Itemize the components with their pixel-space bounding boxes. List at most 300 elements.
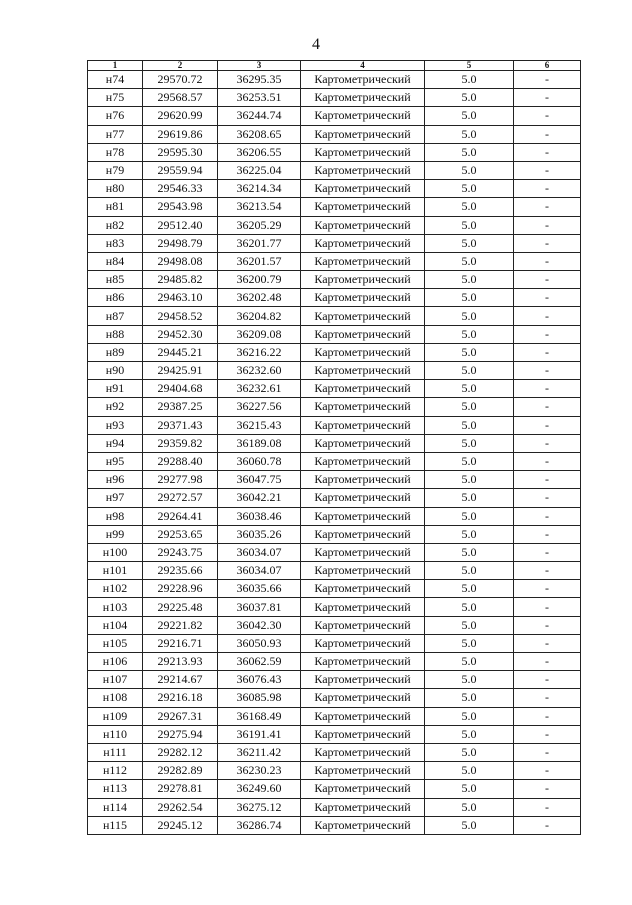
x-coordinate-cell: 29546.33 <box>143 180 218 198</box>
point-id-cell: н95 <box>88 452 143 470</box>
accuracy-cell: 5.0 <box>425 125 514 143</box>
point-id-cell: н112 <box>88 762 143 780</box>
point-id-cell: н103 <box>88 598 143 616</box>
point-id-cell: н89 <box>88 343 143 361</box>
point-id-cell: н114 <box>88 798 143 816</box>
x-coordinate-cell: 29243.75 <box>143 543 218 561</box>
accuracy-cell: 5.0 <box>425 798 514 816</box>
y-coordinate-cell: 36211.42 <box>218 743 301 761</box>
note-cell: - <box>514 325 581 343</box>
y-coordinate-cell: 36230.23 <box>218 762 301 780</box>
x-coordinate-cell: 29221.82 <box>143 616 218 634</box>
page-number: 4 <box>312 36 320 53</box>
y-coordinate-cell: 36085.98 <box>218 689 301 707</box>
x-coordinate-cell: 29595.30 <box>143 143 218 161</box>
accuracy-cell: 5.0 <box>425 434 514 452</box>
column-header: 2 <box>143 61 218 71</box>
y-coordinate-cell: 36034.07 <box>218 562 301 580</box>
x-coordinate-cell: 29253.65 <box>143 525 218 543</box>
y-coordinate-cell: 36038.46 <box>218 507 301 525</box>
table-header-row <box>88 61 581 71</box>
y-coordinate-cell: 36042.21 <box>218 489 301 507</box>
note-cell: - <box>514 798 581 816</box>
method-cell: Картометрический <box>301 743 425 761</box>
table-row <box>88 143 581 161</box>
note-cell: - <box>514 271 581 289</box>
x-coordinate-cell: 29371.43 <box>143 416 218 434</box>
y-coordinate-cell: 36213.54 <box>218 198 301 216</box>
y-coordinate-cell: 36037.81 <box>218 598 301 616</box>
table-row <box>88 271 581 289</box>
x-coordinate-cell: 29498.08 <box>143 252 218 270</box>
table-row <box>88 671 581 689</box>
table-row <box>88 161 581 179</box>
x-coordinate-cell: 29267.31 <box>143 707 218 725</box>
table-row <box>88 216 581 234</box>
note-cell: - <box>514 289 581 307</box>
point-id-cell: н92 <box>88 398 143 416</box>
method-cell: Картометрический <box>301 289 425 307</box>
note-cell: - <box>514 161 581 179</box>
method-cell: Картометрический <box>301 562 425 580</box>
method-cell: Картометрический <box>301 343 425 361</box>
method-cell: Картометрический <box>301 798 425 816</box>
note-cell: - <box>514 380 581 398</box>
x-coordinate-cell: 29282.89 <box>143 762 218 780</box>
method-cell: Картометрический <box>301 525 425 543</box>
y-coordinate-cell: 36275.12 <box>218 798 301 816</box>
y-coordinate-cell: 36286.74 <box>218 816 301 834</box>
method-cell: Картометрический <box>301 543 425 561</box>
table-row <box>88 743 581 761</box>
accuracy-cell: 5.0 <box>425 543 514 561</box>
table-row <box>88 471 581 489</box>
y-coordinate-cell: 36076.43 <box>218 671 301 689</box>
x-coordinate-cell: 29275.94 <box>143 725 218 743</box>
note-cell: - <box>514 307 581 325</box>
method-cell: Картометрический <box>301 216 425 234</box>
point-id-cell: н87 <box>88 307 143 325</box>
point-id-cell: н75 <box>88 89 143 107</box>
method-cell: Картометрический <box>301 398 425 416</box>
y-coordinate-cell: 36201.57 <box>218 252 301 270</box>
table-row <box>88 452 581 470</box>
table-row <box>88 289 581 307</box>
point-id-cell: н74 <box>88 71 143 89</box>
method-cell: Картометрический <box>301 71 425 89</box>
x-coordinate-cell: 29463.10 <box>143 289 218 307</box>
table-row <box>88 89 581 107</box>
x-coordinate-cell: 29568.57 <box>143 89 218 107</box>
method-cell: Картометрический <box>301 380 425 398</box>
method-cell: Картометрический <box>301 598 425 616</box>
method-cell: Картометрический <box>301 707 425 725</box>
accuracy-cell: 5.0 <box>425 707 514 725</box>
y-coordinate-cell: 36295.35 <box>218 71 301 89</box>
note-cell: - <box>514 71 581 89</box>
note-cell: - <box>514 489 581 507</box>
y-coordinate-cell: 36200.79 <box>218 271 301 289</box>
y-coordinate-cell: 36215.43 <box>218 416 301 434</box>
note-cell: - <box>514 252 581 270</box>
table-row <box>88 725 581 743</box>
y-coordinate-cell: 36232.61 <box>218 380 301 398</box>
x-coordinate-cell: 29559.94 <box>143 161 218 179</box>
y-coordinate-cell: 36201.77 <box>218 234 301 252</box>
accuracy-cell: 5.0 <box>425 398 514 416</box>
note-cell: - <box>514 416 581 434</box>
table-row <box>88 398 581 416</box>
point-id-cell: н83 <box>88 234 143 252</box>
x-coordinate-cell: 29216.71 <box>143 634 218 652</box>
accuracy-cell: 5.0 <box>425 161 514 179</box>
note-cell: - <box>514 580 581 598</box>
point-id-cell: н105 <box>88 634 143 652</box>
accuracy-cell: 5.0 <box>425 71 514 89</box>
note-cell: - <box>514 507 581 525</box>
point-id-cell: н86 <box>88 289 143 307</box>
x-coordinate-cell: 29278.81 <box>143 780 218 798</box>
note-cell: - <box>514 180 581 198</box>
accuracy-cell: 5.0 <box>425 143 514 161</box>
point-id-cell: н84 <box>88 252 143 270</box>
table-row <box>88 416 581 434</box>
y-coordinate-cell: 36206.55 <box>218 143 301 161</box>
accuracy-cell: 5.0 <box>425 671 514 689</box>
y-coordinate-cell: 36168.49 <box>218 707 301 725</box>
y-coordinate-cell: 36253.51 <box>218 89 301 107</box>
method-cell: Картометрический <box>301 634 425 652</box>
accuracy-cell: 5.0 <box>425 471 514 489</box>
point-id-cell: н111 <box>88 743 143 761</box>
table-row <box>88 525 581 543</box>
x-coordinate-cell: 29619.86 <box>143 125 218 143</box>
point-id-cell: н110 <box>88 725 143 743</box>
point-id-cell: н109 <box>88 707 143 725</box>
point-id-cell: н101 <box>88 562 143 580</box>
note-cell: - <box>514 234 581 252</box>
note-cell: - <box>514 525 581 543</box>
y-coordinate-cell: 36205.29 <box>218 216 301 234</box>
accuracy-cell: 5.0 <box>425 271 514 289</box>
y-coordinate-cell: 36227.56 <box>218 398 301 416</box>
method-cell: Картометрический <box>301 452 425 470</box>
x-coordinate-cell: 29512.40 <box>143 216 218 234</box>
y-coordinate-cell: 36050.93 <box>218 634 301 652</box>
note-cell: - <box>514 434 581 452</box>
table-row <box>88 489 581 507</box>
table-row <box>88 616 581 634</box>
note-cell: - <box>514 216 581 234</box>
accuracy-cell: 5.0 <box>425 816 514 834</box>
point-id-cell: н113 <box>88 780 143 798</box>
y-coordinate-cell: 36202.48 <box>218 289 301 307</box>
column-header: 1 <box>88 61 143 71</box>
method-cell: Картометрический <box>301 198 425 216</box>
accuracy-cell: 5.0 <box>425 216 514 234</box>
method-cell: Картометрический <box>301 89 425 107</box>
method-cell: Картометрический <box>301 416 425 434</box>
accuracy-cell: 5.0 <box>425 325 514 343</box>
table-row <box>88 689 581 707</box>
accuracy-cell: 5.0 <box>425 616 514 634</box>
x-coordinate-cell: 29245.12 <box>143 816 218 834</box>
method-cell: Картометрический <box>301 325 425 343</box>
method-cell: Картометрический <box>301 252 425 270</box>
note-cell: - <box>514 198 581 216</box>
point-id-cell: н102 <box>88 580 143 598</box>
note-cell: - <box>514 653 581 671</box>
table-row <box>88 507 581 525</box>
note-cell: - <box>514 143 581 161</box>
accuracy-cell: 5.0 <box>425 525 514 543</box>
note-cell: - <box>514 634 581 652</box>
accuracy-cell: 5.0 <box>425 307 514 325</box>
table-row <box>88 107 581 125</box>
table-row <box>88 780 581 798</box>
x-coordinate-cell: 29228.96 <box>143 580 218 598</box>
note-cell: - <box>514 543 581 561</box>
point-id-cell: н90 <box>88 362 143 380</box>
method-cell: Картометрический <box>301 507 425 525</box>
table-row <box>88 198 581 216</box>
accuracy-cell: 5.0 <box>425 725 514 743</box>
note-cell: - <box>514 125 581 143</box>
method-cell: Картометрический <box>301 107 425 125</box>
y-coordinate-cell: 36204.82 <box>218 307 301 325</box>
x-coordinate-cell: 29277.98 <box>143 471 218 489</box>
accuracy-cell: 5.0 <box>425 416 514 434</box>
accuracy-cell: 5.0 <box>425 234 514 252</box>
point-id-cell: н82 <box>88 216 143 234</box>
method-cell: Картометрический <box>301 725 425 743</box>
table-row <box>88 252 581 270</box>
accuracy-cell: 5.0 <box>425 362 514 380</box>
table-row <box>88 343 581 361</box>
table-row <box>88 307 581 325</box>
point-id-cell: н79 <box>88 161 143 179</box>
x-coordinate-cell: 29235.66 <box>143 562 218 580</box>
accuracy-cell: 5.0 <box>425 598 514 616</box>
x-coordinate-cell: 29387.25 <box>143 398 218 416</box>
table-row <box>88 816 581 834</box>
table-row <box>88 543 581 561</box>
y-coordinate-cell: 36034.07 <box>218 543 301 561</box>
method-cell: Картометрический <box>301 180 425 198</box>
y-coordinate-cell: 36225.04 <box>218 161 301 179</box>
x-coordinate-cell: 29452.30 <box>143 325 218 343</box>
point-id-cell: н107 <box>88 671 143 689</box>
table-row <box>88 362 581 380</box>
accuracy-cell: 5.0 <box>425 107 514 125</box>
x-coordinate-cell: 29213.93 <box>143 653 218 671</box>
point-id-cell: н98 <box>88 507 143 525</box>
method-cell: Картометрический <box>301 471 425 489</box>
accuracy-cell: 5.0 <box>425 289 514 307</box>
y-coordinate-cell: 36208.65 <box>218 125 301 143</box>
accuracy-cell: 5.0 <box>425 180 514 198</box>
method-cell: Картометрический <box>301 143 425 161</box>
accuracy-cell: 5.0 <box>425 653 514 671</box>
y-coordinate-cell: 36191.41 <box>218 725 301 743</box>
note-cell: - <box>514 689 581 707</box>
x-coordinate-cell: 29570.72 <box>143 71 218 89</box>
x-coordinate-cell: 29359.82 <box>143 434 218 452</box>
note-cell: - <box>514 707 581 725</box>
y-coordinate-cell: 36209.08 <box>218 325 301 343</box>
note-cell: - <box>514 743 581 761</box>
point-id-cell: н106 <box>88 653 143 671</box>
note-cell: - <box>514 780 581 798</box>
accuracy-cell: 5.0 <box>425 89 514 107</box>
x-coordinate-cell: 29620.99 <box>143 107 218 125</box>
y-coordinate-cell: 36249.60 <box>218 780 301 798</box>
point-id-cell: н100 <box>88 543 143 561</box>
method-cell: Картометрический <box>301 816 425 834</box>
method-cell: Картометрический <box>301 762 425 780</box>
y-coordinate-cell: 36035.26 <box>218 525 301 543</box>
method-cell: Картометрический <box>301 271 425 289</box>
y-coordinate-cell: 36035.66 <box>218 580 301 598</box>
note-cell: - <box>514 671 581 689</box>
method-cell: Картометрический <box>301 616 425 634</box>
note-cell: - <box>514 725 581 743</box>
point-id-cell: н94 <box>88 434 143 452</box>
accuracy-cell: 5.0 <box>425 780 514 798</box>
point-id-cell: н96 <box>88 471 143 489</box>
accuracy-cell: 5.0 <box>425 762 514 780</box>
point-id-cell: н93 <box>88 416 143 434</box>
x-coordinate-cell: 29214.67 <box>143 671 218 689</box>
note-cell: - <box>514 762 581 780</box>
point-id-cell: н81 <box>88 198 143 216</box>
accuracy-cell: 5.0 <box>425 634 514 652</box>
accuracy-cell: 5.0 <box>425 580 514 598</box>
column-header: 3 <box>218 61 301 71</box>
method-cell: Картометрический <box>301 307 425 325</box>
table-row <box>88 634 581 652</box>
note-cell: - <box>514 107 581 125</box>
method-cell: Картометрический <box>301 489 425 507</box>
table-row <box>88 562 581 580</box>
x-coordinate-cell: 29288.40 <box>143 452 218 470</box>
method-cell: Картометрический <box>301 653 425 671</box>
table-row <box>88 180 581 198</box>
accuracy-cell: 5.0 <box>425 198 514 216</box>
table-row <box>88 325 581 343</box>
table-row <box>88 762 581 780</box>
table-row <box>88 598 581 616</box>
x-coordinate-cell: 29282.12 <box>143 743 218 761</box>
y-coordinate-cell: 36042.30 <box>218 616 301 634</box>
accuracy-cell: 5.0 <box>425 252 514 270</box>
method-cell: Картометрический <box>301 580 425 598</box>
point-id-cell: н91 <box>88 380 143 398</box>
note-cell: - <box>514 343 581 361</box>
accuracy-cell: 5.0 <box>425 507 514 525</box>
table-row <box>88 798 581 816</box>
x-coordinate-cell: 29445.21 <box>143 343 218 361</box>
table-row <box>88 707 581 725</box>
y-coordinate-cell: 36232.60 <box>218 362 301 380</box>
y-coordinate-cell: 36244.74 <box>218 107 301 125</box>
note-cell: - <box>514 816 581 834</box>
table-row <box>88 125 581 143</box>
method-cell: Картометрический <box>301 689 425 707</box>
method-cell: Картометрический <box>301 434 425 452</box>
note-cell: - <box>514 471 581 489</box>
method-cell: Картометрический <box>301 780 425 798</box>
x-coordinate-cell: 29498.79 <box>143 234 218 252</box>
x-coordinate-cell: 29216.18 <box>143 689 218 707</box>
x-coordinate-cell: 29458.52 <box>143 307 218 325</box>
point-id-cell: н88 <box>88 325 143 343</box>
point-id-cell: н97 <box>88 489 143 507</box>
point-id-cell: н77 <box>88 125 143 143</box>
note-cell: - <box>514 89 581 107</box>
point-id-cell: н85 <box>88 271 143 289</box>
table-row <box>88 234 581 252</box>
point-id-cell: н80 <box>88 180 143 198</box>
note-cell: - <box>514 398 581 416</box>
x-coordinate-cell: 29485.82 <box>143 271 218 289</box>
y-coordinate-cell: 36062.59 <box>218 653 301 671</box>
accuracy-cell: 5.0 <box>425 380 514 398</box>
y-coordinate-cell: 36060.78 <box>218 452 301 470</box>
point-id-cell: н108 <box>88 689 143 707</box>
point-id-cell: н76 <box>88 107 143 125</box>
column-header: 6 <box>514 61 581 71</box>
accuracy-cell: 5.0 <box>425 562 514 580</box>
point-id-cell: н99 <box>88 525 143 543</box>
x-coordinate-cell: 29425.91 <box>143 362 218 380</box>
method-cell: Картометрический <box>301 362 425 380</box>
method-cell: Картометрический <box>301 161 425 179</box>
accuracy-cell: 5.0 <box>425 452 514 470</box>
table-row <box>88 580 581 598</box>
x-coordinate-cell: 29543.98 <box>143 198 218 216</box>
x-coordinate-cell: 29264.41 <box>143 507 218 525</box>
table-row <box>88 380 581 398</box>
note-cell: - <box>514 616 581 634</box>
y-coordinate-cell: 36214.34 <box>218 180 301 198</box>
note-cell: - <box>514 562 581 580</box>
point-id-cell: н78 <box>88 143 143 161</box>
x-coordinate-cell: 29404.68 <box>143 380 218 398</box>
table-row <box>88 434 581 452</box>
x-coordinate-cell: 29272.57 <box>143 489 218 507</box>
accuracy-cell: 5.0 <box>425 489 514 507</box>
method-cell: Картометрический <box>301 671 425 689</box>
y-coordinate-cell: 36189.08 <box>218 434 301 452</box>
y-coordinate-cell: 36216.22 <box>218 343 301 361</box>
x-coordinate-cell: 29225.48 <box>143 598 218 616</box>
x-coordinate-cell: 29262.54 <box>143 798 218 816</box>
y-coordinate-cell: 36047.75 <box>218 471 301 489</box>
note-cell: - <box>514 362 581 380</box>
column-header: 5 <box>425 61 514 71</box>
coordinates-table <box>87 60 581 835</box>
method-cell: Картометрический <box>301 234 425 252</box>
accuracy-cell: 5.0 <box>425 343 514 361</box>
point-id-cell: н104 <box>88 616 143 634</box>
note-cell: - <box>514 598 581 616</box>
column-header: 4 <box>301 61 425 71</box>
accuracy-cell: 5.0 <box>425 689 514 707</box>
table-row <box>88 71 581 89</box>
method-cell: Картометрический <box>301 125 425 143</box>
note-cell: - <box>514 452 581 470</box>
